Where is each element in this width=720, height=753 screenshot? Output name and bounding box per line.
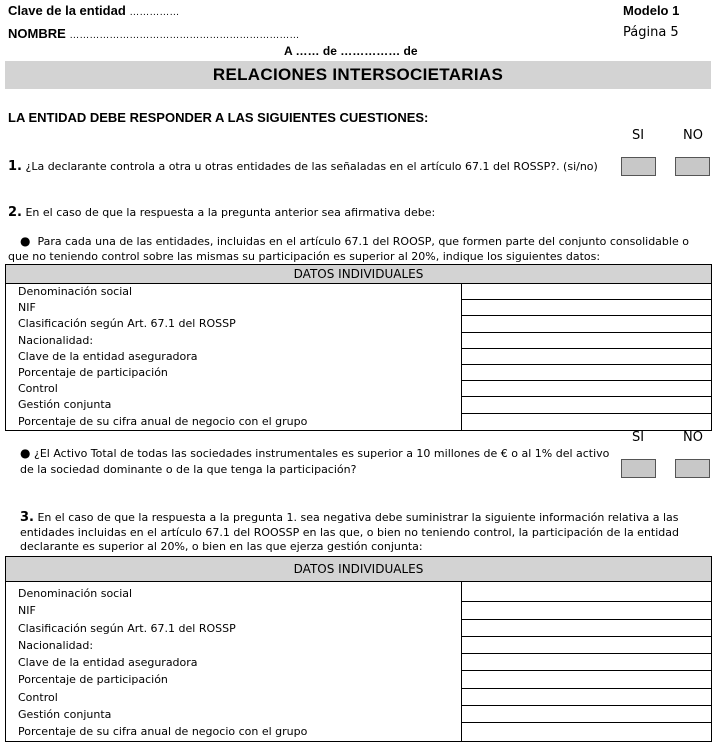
row-label-porcentaje: Porcentaje de participación	[18, 673, 168, 687]
field-control[interactable]	[462, 381, 711, 397]
row-label-gestion: Gestión conjunta	[18, 398, 112, 412]
clave-entidad-field[interactable]: ……………	[129, 7, 180, 18]
datos-individuales-table-1	[5, 264, 712, 431]
activo-no-checkbox[interactable]	[675, 459, 710, 478]
question-2-number: 2.	[8, 205, 22, 220]
question-2	[8, 205, 435, 220]
section-subtitle: LA ENTIDAD DEBE RESPONDER A LAS SIGUIENTES CUESTIONES:	[8, 110, 429, 125]
si-column-label-2: SI	[632, 430, 645, 445]
field-clasificacion[interactable]	[462, 316, 711, 332]
row-label-cifra: Porcentaje de su cifra anual de negocio con el grupo	[18, 725, 308, 739]
table-labels	[6, 284, 462, 431]
row-label-nif: NIF	[18, 301, 36, 315]
question-3-number: 3.	[20, 510, 34, 525]
date-line[interactable]: A …… de …………… de	[284, 44, 418, 58]
row-label-clasificacion: Clasificación según Art. 67.1 del ROSSP	[18, 317, 236, 331]
row-label-nacionalidad: Nacionalidad:	[18, 638, 94, 652]
question-2-text: En el caso de que la respuesta a la pregunta anterior sea afirmativa debe:	[25, 206, 436, 219]
row-label-control: Control	[18, 382, 58, 396]
bullet-icon: ●	[20, 446, 31, 460]
table-header: DATOS INDIVIDUALES	[6, 265, 712, 284]
activo-si-checkbox[interactable]	[621, 459, 656, 478]
q2-bullet-2-line-1: ¿El Activo Total de todas las sociedades instrumentales es superior a 10 millones de € o al 1% del activo	[33, 447, 610, 460]
no-column-label-2: NO	[683, 430, 703, 445]
table-fields	[462, 582, 712, 742]
question-1-text: ¿La declarante controla a otra u otras entidades de las señaladas en el artículo 67.1 del ROSSP?. (si/no)	[25, 160, 598, 173]
q2-bullet-2	[20, 446, 609, 461]
field-porcentaje[interactable]	[462, 671, 711, 688]
field-control[interactable]	[462, 689, 711, 706]
title-bar	[5, 61, 711, 89]
row-label-control: Control	[18, 690, 58, 704]
row-label-porcentaje: Porcentaje de participación	[18, 365, 168, 379]
row-label-denominacion: Denominación social	[18, 587, 133, 600]
table-labels	[6, 582, 462, 742]
row-label-cifra: Porcentaje de su cifra anual de negocio con el grupo	[18, 414, 308, 428]
si-column-label: SI	[632, 128, 645, 143]
modelo-label: Modelo 1	[623, 3, 680, 18]
q2-bullet-2-line-2: de la sociedad dominante o de la que tenga la participación?	[20, 463, 357, 476]
nombre-field[interactable]: ……………………………………………………………	[69, 30, 300, 41]
field-denominacion[interactable]	[462, 585, 711, 602]
page-number: Página 5	[623, 25, 679, 40]
question-1	[8, 159, 598, 174]
q2-bullet-1-line-2: que no teniendo control sobre las mismas su participación es superior al 20%, indique los siguientes datos:	[8, 250, 601, 263]
clave-entidad-line	[8, 3, 179, 18]
row-label-clave: Clave de la entidad aseguradora	[18, 349, 198, 363]
nombre-line	[8, 26, 299, 41]
field-porcentaje[interactable]	[462, 365, 711, 381]
field-nif[interactable]	[462, 300, 711, 316]
question-3	[20, 510, 679, 525]
row-label-clave: Clave de la entidad aseguradora	[18, 656, 198, 670]
datos-individuales-table-2	[5, 556, 712, 742]
row-label-gestion: Gestión conjunta	[18, 708, 112, 722]
q1-no-checkbox[interactable]	[675, 157, 710, 176]
field-cifra[interactable]	[462, 414, 711, 430]
field-clave[interactable]	[462, 349, 711, 365]
q2-bullet-1	[20, 234, 689, 249]
q2-bullet-1-line-1: Para cada una de las entidades, incluidas en el artículo 67.1 del ROOSP, que formen parte del conjunto consolidable o	[37, 235, 689, 248]
bullet-icon: ●	[20, 234, 31, 248]
field-nif[interactable]	[462, 602, 711, 619]
field-cifra[interactable]	[462, 723, 711, 740]
page-title: RELACIONES INTERSOCIETARIAS	[212, 65, 504, 84]
field-nacionalidad[interactable]	[462, 333, 711, 349]
field-gestion[interactable]	[462, 706, 711, 723]
nombre-label: NOMBRE	[8, 26, 66, 41]
table-header: DATOS INDIVIDUALES	[6, 557, 712, 582]
question-1-number: 1.	[8, 159, 22, 174]
field-clave[interactable]	[462, 654, 711, 671]
row-label-nif: NIF	[18, 604, 36, 618]
q1-si-checkbox[interactable]	[621, 157, 656, 176]
field-gestion[interactable]	[462, 397, 711, 413]
field-denominacion[interactable]	[462, 284, 711, 300]
question-3-line-1: En el caso de que la respuesta a la pregunta 1. sea negativa debe suministrar la siguiente información relativa a las	[37, 511, 679, 524]
clave-entidad-label: Clave de la entidad	[8, 3, 126, 18]
field-nacionalidad[interactable]	[462, 637, 711, 654]
field-clasificacion[interactable]	[462, 620, 711, 637]
question-3-line-2: entidades incluidas en el artículo 67.1 del ROOSSP en las que, o bien no teniendo control, la participación de la entidad	[20, 526, 680, 539]
table-fields	[462, 284, 712, 431]
no-column-label: NO	[683, 128, 703, 143]
row-label-nacionalidad: Nacionalidad:	[18, 333, 94, 347]
row-label-denominacion: Denominación social	[18, 285, 133, 298]
row-label-clasificacion: Clasificación según Art. 67.1 del ROSSP	[18, 621, 236, 635]
question-3-line-3: declarante es superior al 20%, o bien en las que ejerza gestión conjunta:	[20, 540, 423, 553]
